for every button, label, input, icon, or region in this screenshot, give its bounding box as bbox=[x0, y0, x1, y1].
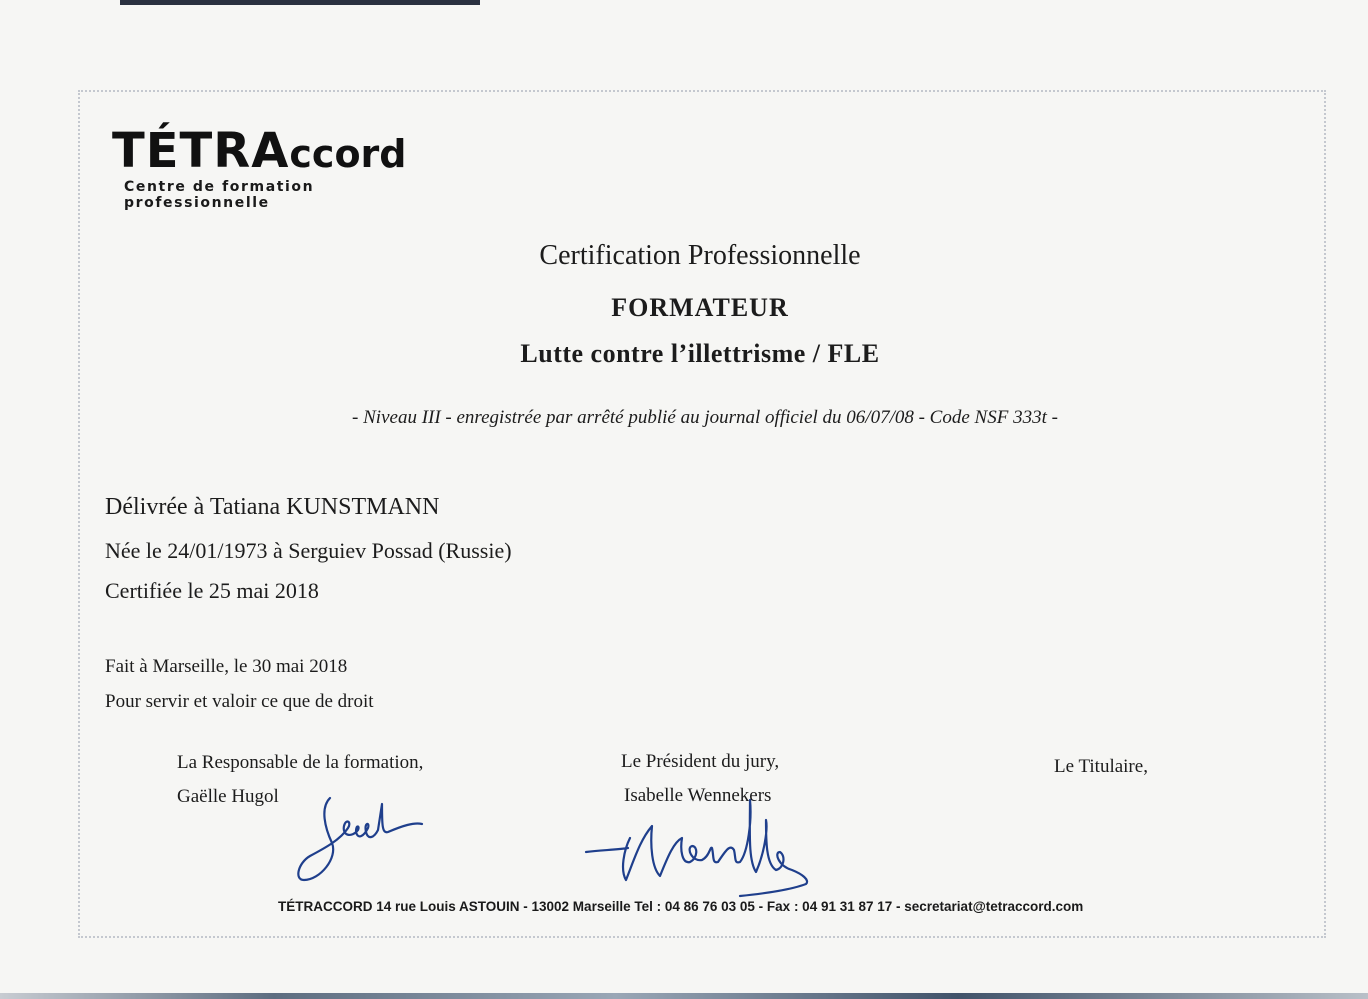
training-manager-name: Gaëlle Hugol bbox=[177, 786, 279, 807]
issuance-purpose: Pour servir et valoir ce que de droit bbox=[105, 691, 374, 712]
logo-tagline: Centre de formation professionnelle bbox=[124, 179, 315, 211]
certificate-specialty: Lutte contre l’illettrisme / FLE bbox=[520, 339, 880, 368]
holder-title: Le Titulaire, bbox=[1054, 756, 1148, 777]
training-manager-signature bbox=[290, 788, 430, 888]
certificate-level-note: - Niveau III - enregistrée par arrêté publié au journal officiel du 06/07/08 - Code NSF 333t - bbox=[352, 407, 1058, 428]
jury-president-title: Le Président du jury, bbox=[621, 751, 780, 772]
recipient-name: Délivrée à Tatiana KUNSTMANN bbox=[105, 494, 440, 520]
scan-edge-bottom bbox=[0, 993, 1368, 999]
logo-wordmark bbox=[112, 123, 442, 179]
scan-edge-top bbox=[120, 0, 480, 5]
holder-block bbox=[1054, 756, 1148, 790]
issuance-place-date: Fait à Marseille, le 30 mai 2018 bbox=[105, 656, 348, 677]
certification-date: Certifiée le 25 mai 2018 bbox=[105, 578, 319, 603]
jury-president-name: Isabelle Wennekers bbox=[624, 785, 772, 806]
certificate-title: Certification Professionnelle bbox=[539, 240, 861, 271]
footer-contact: TÉTRACCORD 14 rue Louis ASTOUIN - 13002 Marseille Tel : 04 86 76 03 05 - Fax : 04 91 31 87 17 - secretariat@tetraccord.com bbox=[278, 899, 1084, 914]
training-manager-title: La Responsable de la formation, bbox=[177, 752, 424, 773]
jury-president-signature bbox=[580, 790, 820, 900]
logo-wordmark-part-2: ccord bbox=[289, 132, 407, 176]
recipient-birth: Née le 24/01/1973 à Serguiev Possad (Russie) bbox=[105, 538, 512, 563]
tetraccord-logo bbox=[112, 123, 442, 211]
certificate-role: FORMATEUR bbox=[611, 293, 789, 322]
logo-wordmark-part-1: TÉTRA bbox=[112, 123, 290, 179]
